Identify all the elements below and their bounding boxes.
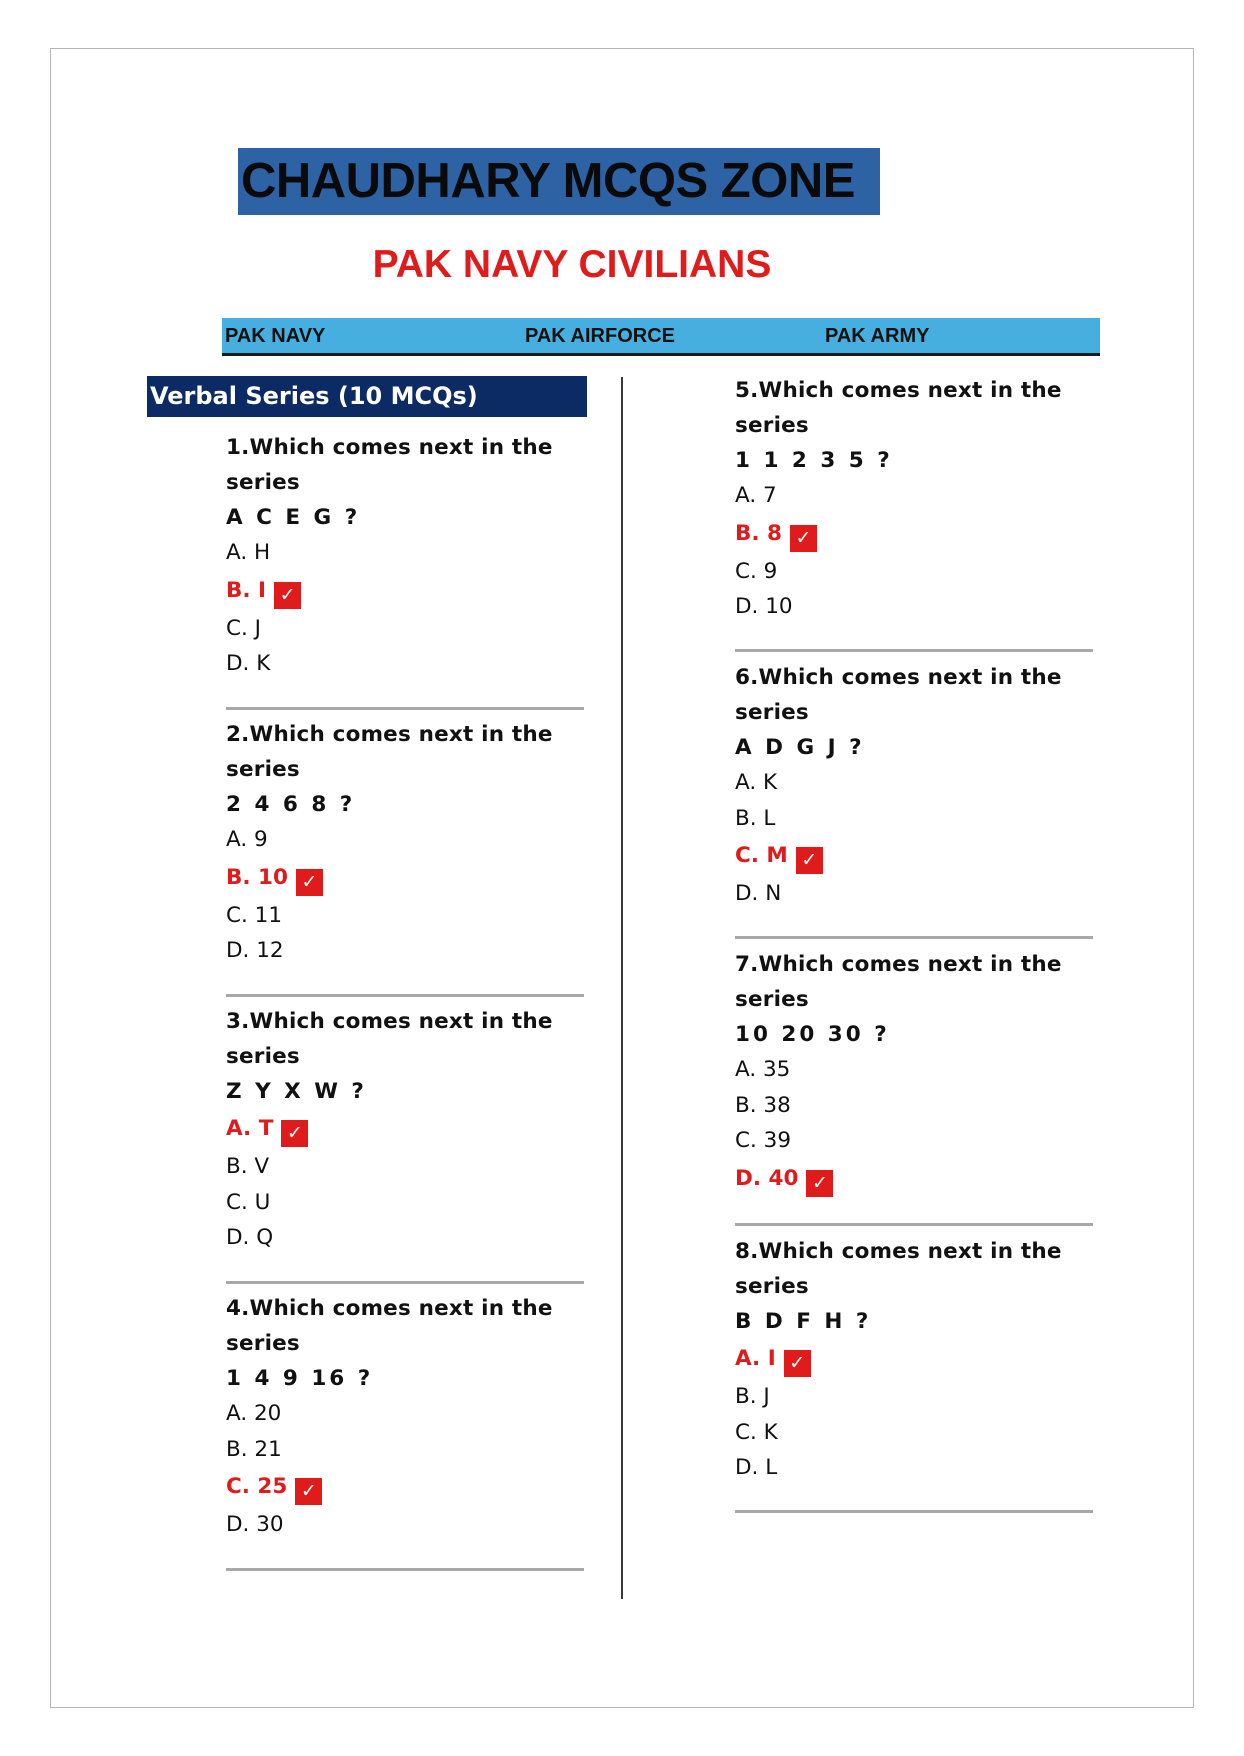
answer-option	[735, 1123, 1095, 1159]
answer-option-correct	[735, 514, 1095, 554]
checkmark-icon: ✓	[806, 1170, 833, 1197]
brand-title: CHAUDHARY MCQS ZONE	[238, 148, 880, 215]
answer-option-label: A. T	[226, 1116, 274, 1141]
category-bar	[222, 318, 1100, 356]
answer-option-label: A. 7	[735, 483, 777, 508]
answer-option-label: D. 40	[735, 1165, 799, 1191]
answer-option	[226, 535, 586, 571]
answer-option	[735, 1052, 1095, 1088]
answer-option	[226, 1432, 586, 1468]
answer-option	[226, 933, 586, 969]
question-block	[735, 947, 1095, 1199]
answer-option-label: B. L	[735, 805, 776, 831]
answer-option	[226, 1185, 586, 1221]
checkmark-icon: ✓	[274, 582, 301, 609]
answer-option	[735, 478, 1095, 514]
answer-option	[735, 589, 1095, 625]
question-text: 6.Which comes next in the series	[735, 665, 1062, 725]
answer-option-label: A. 35	[735, 1057, 791, 1082]
answer-option-correct	[735, 836, 1095, 876]
answer-option-label: B. V	[226, 1154, 270, 1179]
question-series: B D F H ?	[735, 1309, 872, 1334]
answer-option-label: A. H	[226, 540, 271, 565]
answer-option-label: B. I	[226, 577, 267, 603]
question-text: 5.Which comes next in the series	[735, 378, 1062, 438]
question-text: 3.Which comes next in the series	[226, 1009, 553, 1069]
question-series: Z Y X W ?	[226, 1079, 367, 1104]
answer-option-label: B. J	[735, 1384, 770, 1409]
answer-option-label: B. 8	[735, 520, 782, 546]
question-block	[226, 1004, 586, 1256]
answer-option	[735, 1415, 1095, 1451]
answer-option	[226, 822, 586, 858]
checkmark-icon: ✓	[784, 1350, 811, 1377]
question-separator	[226, 1568, 584, 1571]
answer-option-label: D. 12	[226, 938, 284, 963]
answer-option	[226, 611, 586, 647]
answer-option-label: C. 25	[226, 1474, 288, 1499]
answer-option-label: A. 9	[226, 827, 268, 852]
answer-option-label: D. L	[735, 1455, 778, 1480]
answer-option-label: D. K	[226, 651, 271, 676]
answer-option-label: A. K	[735, 770, 778, 795]
answer-option	[735, 876, 1095, 912]
answer-option	[735, 1379, 1095, 1415]
answer-option-label: C. 39	[735, 1128, 792, 1153]
answer-option-label: B. 38	[735, 1092, 791, 1118]
question-separator	[226, 1281, 584, 1284]
answer-option-correct	[735, 1159, 1095, 1199]
section-heading: Verbal Series (10 MCQs)	[147, 376, 587, 417]
question-series: 10 20 30 ?	[735, 1022, 890, 1047]
answer-option	[735, 765, 1095, 801]
question-text: 4.Which comes next in the series	[226, 1296, 553, 1356]
answer-option-correct	[735, 1339, 1095, 1379]
answer-option-label: B. 10	[226, 864, 288, 890]
checkmark-icon: ✓	[790, 525, 817, 552]
answer-option	[226, 1149, 586, 1185]
question-series: 1 4 9 16 ?	[226, 1366, 374, 1391]
answer-option	[226, 1220, 586, 1256]
answer-option	[735, 1450, 1095, 1486]
question-separator	[226, 994, 584, 997]
answer-option-label: C. U	[226, 1189, 271, 1215]
answer-option	[226, 1507, 586, 1543]
answer-option	[226, 1396, 586, 1432]
answer-option-correct	[226, 1109, 586, 1149]
question-block	[735, 373, 1095, 625]
question-series: 1 1 2 3 5 ?	[735, 448, 893, 473]
question-separator	[735, 1510, 1093, 1513]
answer-option	[735, 1088, 1095, 1124]
answer-option-label: D. Q	[226, 1225, 274, 1250]
category-pak-army: PAK ARMY	[825, 325, 930, 347]
answer-option-label: C. M	[735, 843, 788, 868]
answer-option-label: D. 10	[735, 594, 793, 619]
answer-option-correct	[226, 1467, 586, 1507]
answer-option-correct	[226, 571, 586, 611]
answer-option	[226, 646, 586, 682]
answer-option	[735, 801, 1095, 837]
question-separator	[226, 707, 584, 710]
category-pak-navy: PAK NAVY	[225, 325, 326, 347]
question-text: 2.Which comes next in the series	[226, 722, 553, 782]
question-separator	[735, 1223, 1093, 1226]
answer-option-correct	[226, 858, 586, 898]
page-subtitle: PAK NAVY CIVILIANS	[372, 243, 772, 286]
question-series: A D G J ?	[735, 735, 865, 760]
question-text: 1.Which comes next in the series	[226, 435, 553, 495]
question-block	[735, 660, 1095, 912]
answer-option-label: D. 30	[226, 1512, 284, 1537]
question-block	[226, 717, 586, 969]
question-block	[226, 1291, 586, 1543]
answer-option-label: B. 21	[226, 1436, 282, 1462]
question-series: A C E G ?	[226, 505, 361, 530]
question-series: 2 4 6 8 ?	[226, 792, 356, 817]
answer-option-label: C. 9	[735, 558, 778, 584]
checkmark-icon: ✓	[296, 869, 323, 896]
category-pak-airforce: PAK AIRFORCE	[525, 325, 675, 347]
question-separator	[735, 936, 1093, 939]
answer-option-label: C. K	[735, 1419, 778, 1445]
checkmark-icon: ✓	[295, 1478, 322, 1505]
answer-option-label: A. 20	[226, 1401, 282, 1426]
question-text: 8.Which comes next in the series	[735, 1239, 1062, 1299]
column-divider	[621, 377, 623, 1599]
question-block	[226, 430, 586, 682]
question-text: 7.Which comes next in the series	[735, 952, 1062, 1012]
answer-option-label: C. J	[226, 615, 262, 641]
answer-option-label: A. I	[735, 1346, 776, 1371]
answer-option-label: C. 11	[226, 902, 283, 928]
answer-option	[735, 554, 1095, 590]
answer-option	[226, 898, 586, 934]
checkmark-icon: ✓	[281, 1120, 308, 1147]
question-separator	[735, 649, 1093, 652]
answer-option-label: D. N	[735, 881, 782, 906]
question-block	[735, 1234, 1095, 1486]
checkmark-icon: ✓	[796, 847, 823, 874]
